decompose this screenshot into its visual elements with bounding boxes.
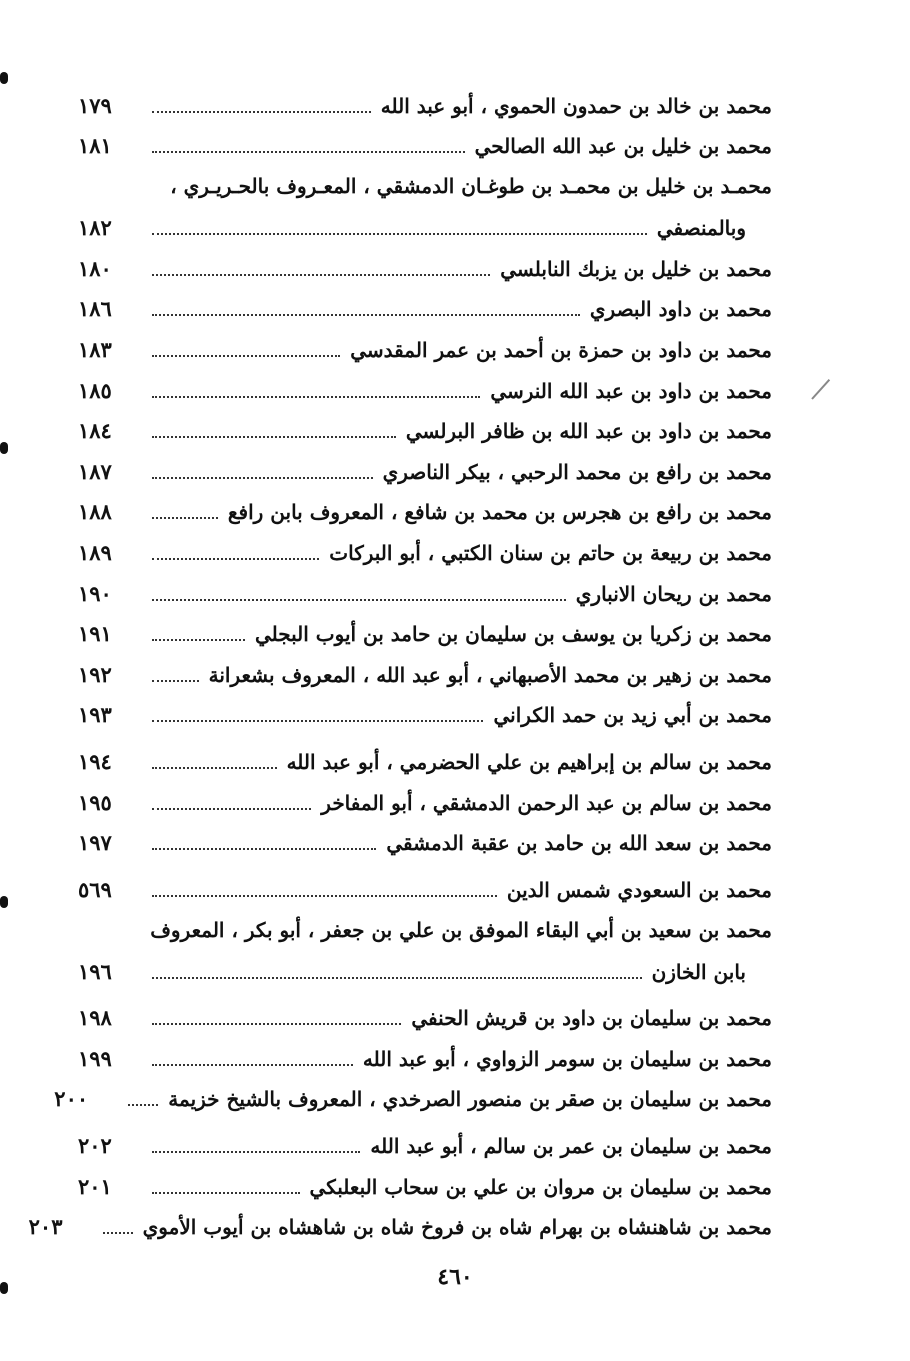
index-entry bbox=[78, 119, 772, 160]
index-entry bbox=[78, 1159, 772, 1200]
index-entry bbox=[78, 607, 772, 648]
index-entry bbox=[78, 241, 772, 282]
scan-mark bbox=[0, 72, 8, 84]
leader-dots bbox=[152, 1064, 353, 1066]
index-entries bbox=[28, 78, 772, 1240]
index-entry bbox=[78, 816, 772, 857]
index-entry bbox=[78, 1031, 772, 1072]
entry-page: ٢٠٢ bbox=[78, 1133, 112, 1159]
entry-name: محمد بن ربيعة بن حاتم بن سنان الكتبي ، أبو البركات bbox=[329, 540, 772, 565]
entry-name: محمد بن شاهنشاه بن بهرام شاه بن فروخ شاه بن شاهشاه بن أيوب الأموي bbox=[142, 1215, 772, 1240]
entry-page: ١٨٨ bbox=[78, 499, 112, 525]
leader-dots bbox=[152, 558, 319, 560]
entry-name: محمد بن رافع بن محمد الرحبي ، بيكر الناصري bbox=[382, 459, 772, 484]
leader-dots bbox=[128, 1104, 158, 1106]
entry-page: ١٨٦ bbox=[78, 296, 112, 322]
entry-page: ١٨١ bbox=[78, 133, 112, 159]
entry-name: محمد بن خالد بن حمدون الحموي ، أبو عبد الله bbox=[380, 93, 772, 118]
scan-mark bbox=[0, 442, 8, 454]
index-entry bbox=[78, 363, 772, 404]
entry-page: ١٨٩ bbox=[78, 539, 112, 565]
leader-dots bbox=[152, 517, 218, 519]
entry-name: محمد بن سعيد بن أبي البقاء الموفق بن علي بن جعفر ، أبو بكر ، المعروف bbox=[150, 917, 772, 942]
entry-page: ١٩٠ bbox=[78, 580, 112, 606]
index-entry bbox=[78, 566, 772, 607]
leader-dots bbox=[103, 1232, 133, 1234]
entry-page: ٥٦٩ bbox=[78, 876, 112, 902]
entry-name: محمد بن سليمان بن مروان بن علي بن سحاب البعلبكي bbox=[309, 1174, 772, 1199]
leader-dots bbox=[152, 808, 311, 810]
leader-dots bbox=[152, 848, 376, 850]
entry-name: محمد بن خليل بن يزبك النابلسي bbox=[500, 256, 772, 281]
entry-name: محمد بن داود البصري bbox=[589, 297, 772, 322]
entry-page: ٢٠٣ bbox=[28, 1214, 63, 1240]
entry-name: محمد بن سالم بن إبراهيم بن علي الحضرمي ، أبو عبد الله bbox=[286, 749, 772, 774]
index-entry bbox=[78, 991, 772, 1032]
index-entry bbox=[78, 647, 772, 688]
index-entry bbox=[78, 775, 772, 816]
entry-name-continuation: وبالمنصفي bbox=[656, 216, 746, 241]
entry-name: محمد بن سالم بن عبد الرحمن الدمشقي ، أبو المفاخر bbox=[321, 790, 772, 815]
scan-mark bbox=[0, 896, 8, 908]
entry-page: ١٩٤ bbox=[78, 748, 112, 774]
index-entry bbox=[54, 1072, 772, 1113]
entry-name-continuation: بابن الخازن bbox=[651, 959, 746, 984]
entry-page: ٢٠١ bbox=[78, 1173, 112, 1199]
leader-dots bbox=[152, 599, 566, 601]
index-entry bbox=[28, 1200, 772, 1241]
entry-name: محمد بن زهير بن محمد الأصبهاني ، أبو عبد الله ، المعروف بشعرانة bbox=[208, 662, 772, 687]
leader-dots bbox=[152, 233, 647, 235]
entry-name: محمد بن سليمان بن سومر الزواوي ، أبو عبد الله bbox=[362, 1046, 772, 1071]
entry-page: ١٩٥ bbox=[78, 789, 112, 815]
leader-dots bbox=[152, 680, 199, 682]
entry-page: ١٩٩ bbox=[78, 1045, 112, 1071]
index-entry bbox=[78, 404, 772, 445]
leader-dots bbox=[152, 720, 483, 722]
entry-page: ١٨٥ bbox=[78, 377, 112, 403]
entry-name: محمد بن رافع بن هجرس بن محمد بن شافع ، المعروف بابن رافع bbox=[227, 500, 772, 525]
index-entry bbox=[78, 1118, 772, 1159]
entry-page: ١٩٢ bbox=[78, 661, 112, 687]
entry-name: محمد بن أبي زيد بن حمد الكراني bbox=[493, 703, 772, 728]
leader-dots bbox=[152, 1023, 401, 1025]
entry-name: محمد بن داود بن حمزة بن أحمد بن عمر المقدسي bbox=[350, 337, 772, 362]
entry-page: ١٨٣ bbox=[78, 336, 112, 362]
leader-dots bbox=[152, 767, 277, 769]
entry-page: ١٩٦ bbox=[78, 958, 112, 984]
leader-dots bbox=[152, 111, 371, 113]
index-entry bbox=[78, 322, 772, 363]
leader-dots bbox=[152, 151, 465, 153]
entry-name: محمد بن زكريا بن يوسف بن سليمان بن حامد بن أيوب البجلي bbox=[254, 622, 772, 647]
leader-dots bbox=[152, 639, 245, 641]
index-entry bbox=[78, 688, 772, 729]
index-entry bbox=[78, 903, 772, 985]
entry-page: ١٩٣ bbox=[78, 702, 112, 728]
entry-page: ١٧٩ bbox=[78, 92, 112, 118]
index-entry bbox=[78, 525, 772, 566]
entry-name: محمد بن سليمان بن صقر بن منصور الصرخدي ، المعروف بالشيخ خزيمة bbox=[168, 1087, 772, 1112]
entry-page: ١٨٢ bbox=[78, 215, 112, 241]
entry-page: ١٨٧ bbox=[78, 458, 112, 484]
index-entry bbox=[78, 485, 772, 526]
leader-dots bbox=[152, 1151, 360, 1153]
entry-page: ٢٠٠ bbox=[54, 1086, 89, 1112]
entry-name: محمد بن سليمان بن عمر بن سالم ، أبو عبد الله bbox=[370, 1134, 772, 1159]
entry-name: محمـد بن خليل بن محمـد بن طوغـان الدمشقي ، المعـروف بالحـريـري ، bbox=[170, 174, 772, 199]
leader-dots bbox=[152, 1192, 300, 1194]
entry-name: محمد بن داود بن عبد الله بن ظافر البرلسي bbox=[405, 419, 772, 444]
entry-name: محمد بن داود بن عبد الله النرسي bbox=[490, 378, 772, 403]
entry-name: محمد بن السعودي شمس الدين bbox=[506, 877, 772, 902]
scan-stray-line bbox=[811, 379, 830, 400]
entry-name: محمد بن سليمان بن داود بن قريش الحنفي bbox=[411, 1006, 772, 1031]
entry-page: ١٩٨ bbox=[78, 1005, 112, 1031]
index-entry bbox=[78, 159, 772, 241]
leader-dots bbox=[152, 396, 480, 398]
leader-dots bbox=[152, 274, 490, 276]
leader-dots bbox=[152, 977, 642, 979]
entry-page: ١٨٠ bbox=[78, 255, 112, 281]
entry-name: محمد بن خليل بن عبد الله الصالحي bbox=[474, 134, 772, 159]
page-number: ٤٦٠ bbox=[437, 1264, 473, 1290]
leader-dots bbox=[152, 895, 497, 897]
leader-dots bbox=[152, 436, 396, 438]
entry-name: محمد بن ريحان الانباري bbox=[575, 581, 772, 606]
entry-page: ١٩١ bbox=[78, 621, 112, 647]
index-entry bbox=[78, 862, 772, 903]
index-entry bbox=[78, 734, 772, 775]
index-entry bbox=[78, 282, 772, 323]
index-entry bbox=[78, 78, 772, 119]
leader-dots bbox=[152, 477, 373, 479]
entry-page: ١٨٤ bbox=[78, 418, 112, 444]
index-entry bbox=[78, 444, 772, 485]
leader-dots bbox=[152, 314, 580, 316]
entry-page: ١٩٧ bbox=[78, 830, 112, 856]
entry-name: محمد بن سعد الله بن حامد بن عقبة الدمشقي bbox=[386, 831, 772, 856]
leader-dots bbox=[152, 355, 340, 357]
